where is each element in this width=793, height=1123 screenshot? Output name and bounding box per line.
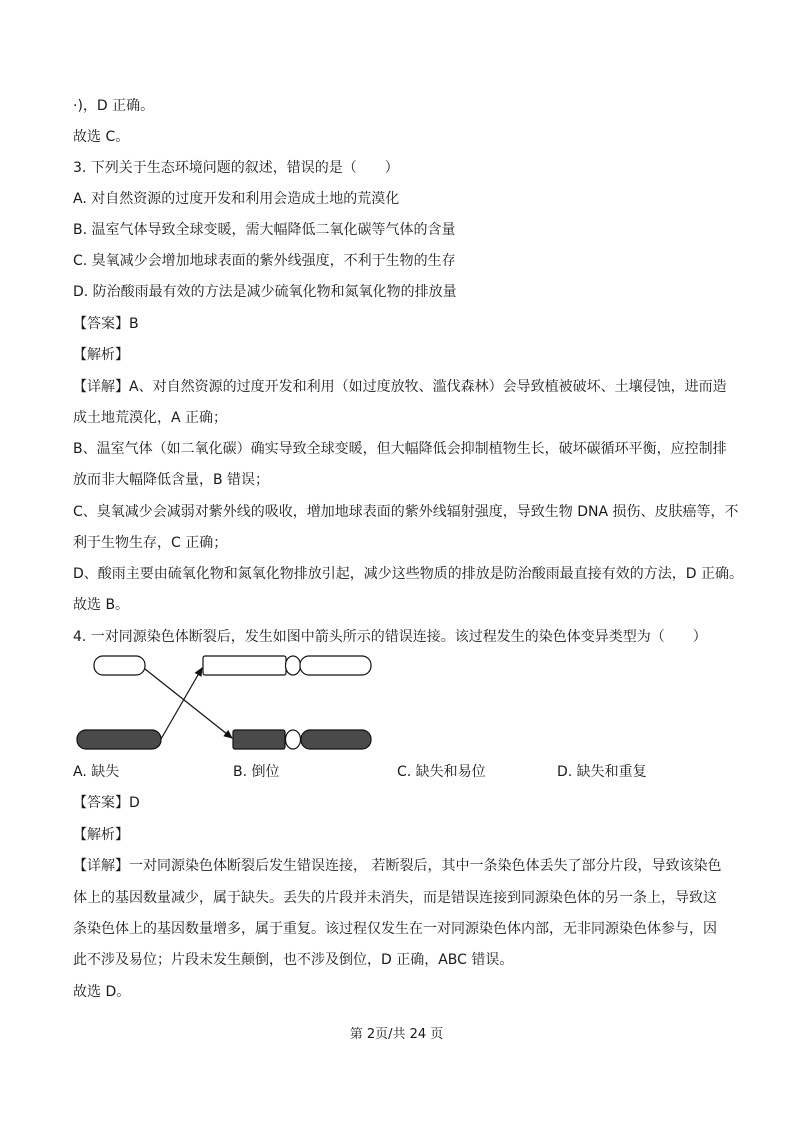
question-3-detail: D、酸雨主要由硫氧化物和氮氧化物排放引起，减少这些物质的排放是防治酸雨最直接有效的方法，D 正确。 xyxy=(73,566,744,582)
question-3-detail: 【详解】A、对自然资源的过度开发和利用（如过度放牧、滥伐森林）会导致植被破坏、土壤侵蚀，进而造 xyxy=(73,379,727,395)
question-3-detail: B、温室气体（如二氧化碳）确实导致全球变暖，但大幅降低会抑制植物生长，破坏碳循环平衡，应控制排 xyxy=(73,441,727,457)
chromosome-arm-bottom-left xyxy=(233,730,285,749)
question-4-analysis-label: 【解析】 xyxy=(73,827,129,843)
question-3-detail: 成土地荒漠化，A 正确； xyxy=(73,410,228,426)
question-4-option-a: A. 缺失 xyxy=(73,764,120,780)
chromosome-fragment-top xyxy=(94,656,145,675)
question-3-detail: 放而非大幅降低含量，B 错误； xyxy=(73,472,270,488)
question-3-analysis-label: 【解析】 xyxy=(73,347,129,363)
chromosome-arm-top-right xyxy=(300,656,371,675)
question-3-option-c: C. 臭氧减少会增加地球表面的紫外线强度，不利于生物的生存 xyxy=(73,253,456,269)
question-3-option-d: D. 防治酸雨最有效的方法是减少硫氧化物和氮氧化物的排放量 xyxy=(73,284,457,300)
question-4-detail: 条染色体上的基因数量增多，属于重复。该过程仅发生在一对同源染色体内部，无非同源染色体参与，因 xyxy=(73,921,717,937)
centromere-top xyxy=(286,656,301,675)
text-line: ·)，D 正确。 xyxy=(73,98,155,114)
chromosome-arm-top-left xyxy=(203,656,286,675)
text-line: 故选 C。 xyxy=(73,129,130,145)
question-3-option-b: B. 温室气体导致全球变暖，需大幅降低二氧化碳等气体的含量 xyxy=(73,222,456,238)
question-4-detail: 此不涉及易位；片段未发生颠倒，也不涉及倒位，D 正确，ABC 错误。 xyxy=(73,952,514,968)
page-footer: 第 2页/共 24 页 xyxy=(349,1027,444,1042)
question-4-selection: 故选 D。 xyxy=(73,984,131,1000)
arrow-up xyxy=(161,668,202,739)
question-3-detail: 利于生物生存，C 正确； xyxy=(73,535,228,551)
chromosome-arm-bottom-right xyxy=(301,730,371,749)
question-4-detail: 【详解】一对同源染色体断裂后发生错误连接， 若断裂后，其中一条染色体丢失了部分片段，导致该染色 xyxy=(73,858,722,874)
question-4-option-b: B. 倒位 xyxy=(233,764,280,780)
arrow-down xyxy=(145,669,232,738)
question-4-detail: 体上的基因数量减少，属于缺失。丢失的片段并未消失，而是错误连接到同源染色体的另一条上，导致这 xyxy=(73,890,717,906)
question-4-stem: 4. 一对同源染色体断裂后，发生如图中箭头所示的错误连接。该过程发生的染色体变异类型为（ ） xyxy=(73,629,707,645)
question-4-option-d: D. 缺失和重复 xyxy=(557,764,647,780)
question-4-option-c: C. 缺失和易位 xyxy=(397,764,486,780)
question-3-selection: 故选 B。 xyxy=(73,597,130,613)
question-3-stem: 3. 下列关于生态环境问题的叙述，错误的是（ ） xyxy=(73,160,399,176)
question-3-answer: 【答案】B xyxy=(73,316,139,332)
question-4-answer: 【答案】D xyxy=(73,795,140,811)
question-3-detail: C、臭氧减少会减弱对紫外线的吸收，增加地球表面的紫外线辐射强度，导致生物 DNA 损伤、皮肤癌等，不 xyxy=(73,504,739,520)
question-3-option-a: A. 对自然资源的过度开发和利用会造成土地的荒漠化 xyxy=(73,191,400,207)
chromosome-fragment-bottom xyxy=(77,730,161,749)
centromere-bottom xyxy=(286,730,301,749)
